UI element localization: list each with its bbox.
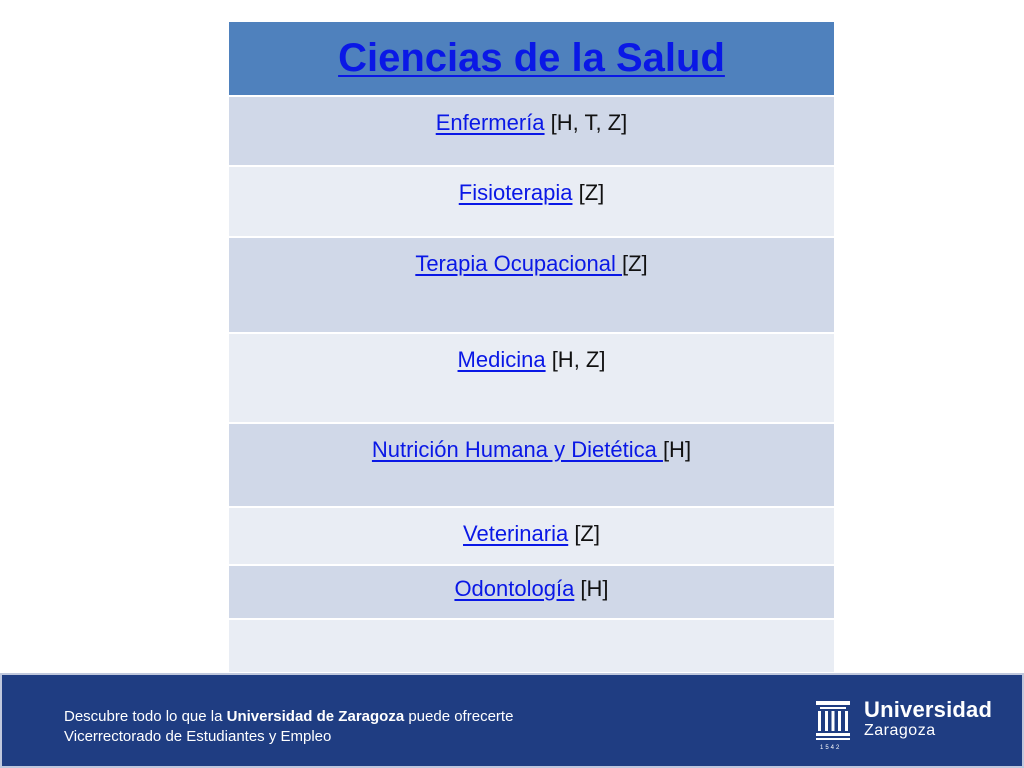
table-row (229, 334, 834, 424)
degree-link-terapia-ocupacional[interactable]: Terapia Ocupacional (415, 251, 622, 276)
campus-codes: [Z] (568, 521, 600, 546)
table-row (229, 566, 834, 620)
footer-line-1-post: puede ofrecerte (404, 708, 514, 725)
row-cell (372, 424, 691, 463)
campus-codes: [H, T, Z] (544, 110, 628, 135)
table-row (229, 238, 834, 334)
degree-link-veterinaria[interactable]: Veterinaria (463, 521, 569, 546)
row-cell (436, 97, 628, 136)
footer-banner (0, 673, 1024, 768)
campus-codes: [H, Z] (545, 347, 606, 372)
degree-link-enfermeria[interactable]: Enfermería (435, 110, 545, 135)
degrees-table (229, 22, 834, 672)
degree-link-medicina[interactable]: Medicina (457, 347, 546, 372)
logo-zaragoza: Zaragoza (864, 722, 936, 739)
row-cell (459, 167, 605, 206)
footer-line-1-bold: Universidad de Zaragoza (226, 708, 405, 725)
university-building-icon (814, 699, 852, 745)
degree-link-fisioterapia[interactable]: Fisioterapia (458, 180, 573, 205)
table-row (229, 97, 834, 167)
table-row-empty (229, 620, 834, 672)
campus-codes: [Z] (622, 251, 648, 276)
logo-universidad: Universidad (864, 697, 993, 722)
row-cell (463, 508, 600, 547)
row-cell (415, 238, 647, 277)
footer-line-1-pre: Descubre todo lo que la (64, 708, 227, 725)
title-link[interactable]: Ciencias de la Salud (338, 36, 725, 80)
university-logo[interactable] (814, 697, 993, 751)
campus-codes: [H] (574, 576, 609, 601)
table-row (229, 424, 834, 508)
footer-text (64, 707, 513, 747)
table-row (229, 508, 834, 566)
logo-year: 1542 (820, 745, 842, 751)
campus-codes: [Z] (572, 180, 605, 205)
campus-codes: [H] (662, 437, 692, 462)
table-row (229, 167, 834, 238)
degree-link-odontologia[interactable]: Odontología (454, 576, 575, 601)
row-cell (454, 566, 608, 602)
footer-line-2: Vicerrectorado de Estudiantes y Empleo (64, 728, 332, 745)
footer-line-1 (64, 707, 513, 727)
degree-link-nutricion[interactable]: Nutrición Humana y Dietética (371, 437, 663, 462)
table-header (229, 22, 834, 97)
row-cell (458, 334, 606, 373)
logo-text (864, 699, 992, 740)
